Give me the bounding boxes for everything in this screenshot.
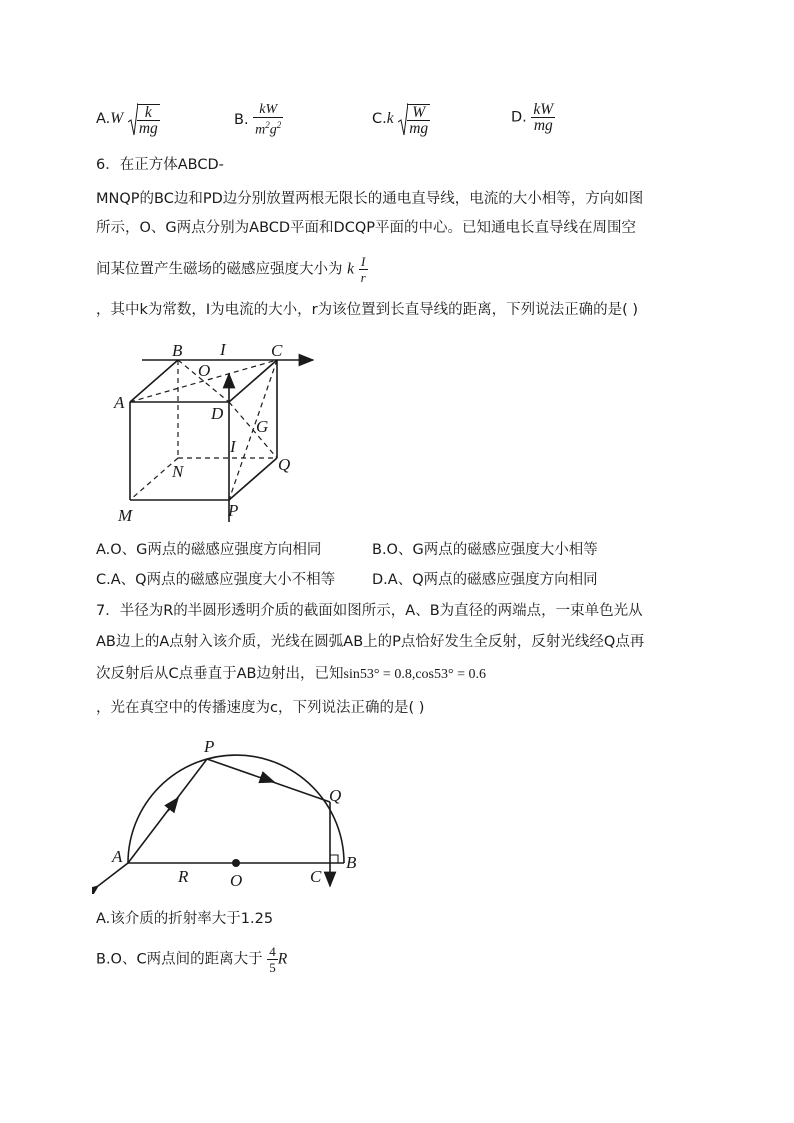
label-C: C — [271, 341, 283, 360]
q6-line2: MNQP的BC边和PD边分别放置两根无限长的通电直导线，电流的大小相等，方向如图 — [96, 191, 644, 207]
label-A: A — [114, 393, 125, 412]
label-P: P — [204, 737, 215, 756]
label-D: D — [211, 404, 224, 423]
q5-option-b: B. $\frac{kW}{m^2g^2}$ — [234, 102, 282, 138]
label-I-mid: I — [230, 437, 236, 456]
q6-option-b: B.O、G两点的磁感应强度大小相等 — [372, 542, 598, 558]
label-N: N — [172, 462, 184, 481]
q7-line3: 次反射后从C点垂直于AB边射出，已知sin53° = 0.8,cos53° = 0.6 — [96, 666, 486, 682]
q7-line2: AB边上的A点射入该介质，光线在圆弧AB上的P点恰好发生全反射，反射光线经Q点再 — [96, 634, 645, 650]
label-O: O — [198, 361, 211, 380]
q6-option-a: A.O、G两点的磁感应强度方向相同 — [96, 542, 322, 558]
label-O: O — [230, 871, 243, 890]
label-R: R — [178, 867, 189, 886]
q6-line5: ，其中k为常数，I为电流的大小，r为该位置到长直导线的距离，下列说法正确的是( ) — [96, 302, 639, 318]
q7-option-a: A.该介质的折射率大于1.25 — [96, 911, 274, 927]
label-B: B — [346, 853, 357, 872]
q7-option-b: B.O、C两点间的距离大于 $\frac{4}{5}$ R — [96, 944, 288, 975]
q6-line3: 所示，O、G两点分别为ABCD平面和DCQP平面的中心。已知通电长直导线在周围空 — [96, 220, 636, 236]
label-P: P — [228, 501, 239, 520]
q7-line4: ，光在真空中的传播速度为c，下列说法正确的是( ) — [96, 700, 425, 716]
label-M: M — [118, 506, 133, 525]
label-I-top: I — [220, 340, 226, 359]
q6-option-c: C.A、Q两点的磁感应强度大小不相等 — [96, 572, 336, 588]
label-G: G — [256, 417, 269, 436]
sqrt-symbol: $\frac{k}{mg}$ — [128, 102, 160, 136]
label-Q: Q — [278, 455, 291, 474]
q6-line4: 间某位置产生磁场的磁感应强度大小为 k $\frac{I}{r}$ — [96, 254, 366, 285]
q5-option-c: C.k $\frac{W}{mg}$ — [372, 104, 429, 137]
q7-line1: 7．半径为R的半圆形透明介质的截面如图所示，A、B为直径的两端点，一束单色光从 — [96, 603, 643, 619]
q6-option-d: D.A、Q两点的磁感应强度方向相同 — [372, 572, 598, 588]
label-B: B — [172, 341, 183, 360]
cube-figure — [108, 336, 328, 528]
semicircle-figure — [92, 732, 372, 894]
q6-line1: 6．在正方体ABCD- — [96, 157, 224, 173]
q5-option-d: D. $\frac{kW}{mg}$ — [511, 101, 554, 134]
q5-option-a: A.W $\frac{k}{mg}$ — [96, 104, 158, 137]
sqrt-symbol: $\frac{W}{mg}$ — [398, 102, 430, 136]
label-A: A — [112, 847, 123, 866]
label-C: C — [310, 867, 322, 886]
label-Q: Q — [329, 786, 342, 805]
center-point — [232, 859, 240, 867]
